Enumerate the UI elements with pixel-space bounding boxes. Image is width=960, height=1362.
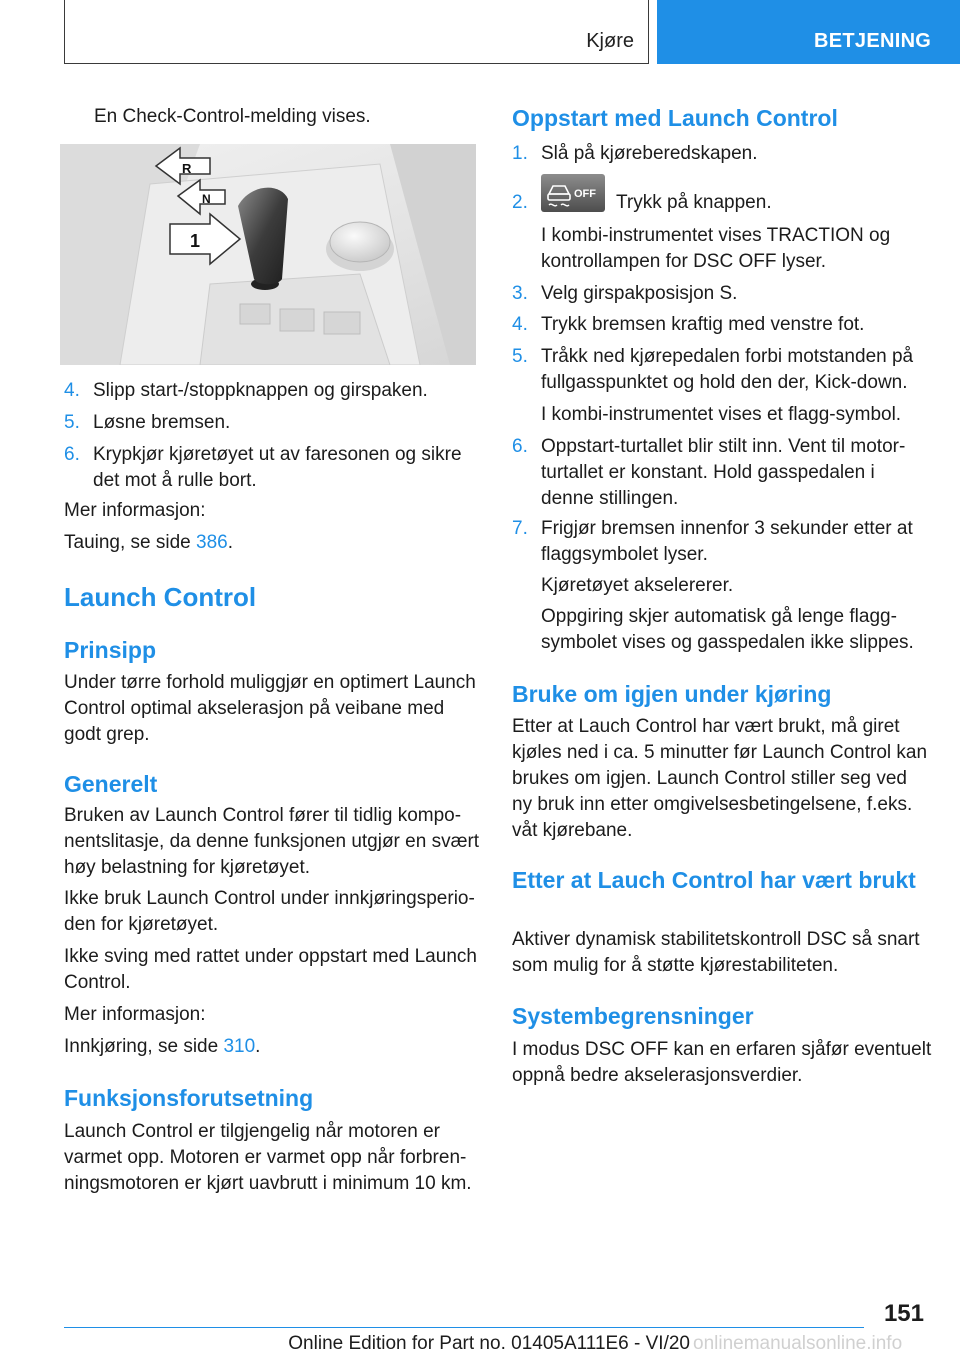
limits-text: I modus DSC OFF kan en erfaren sjåfør eventuelt oppnå bedre akselerasjonsverdier.: [512, 1039, 932, 1086]
breakin-page-link[interactable]: 310: [223, 1036, 256, 1057]
list-item: 2. OFF Trykk på knappen.: [512, 174, 932, 214]
breakin-reference: Innkjøring, se side 310.: [64, 1036, 261, 1057]
section-tab[interactable]: BETJENING: [657, 0, 960, 64]
gear-label-r: R: [182, 161, 192, 176]
after-use-heading: Etter at Lauch Control har vært brukt: [512, 867, 916, 893]
general-text-2: Ikke bruk Launch Control under innkjøringsperioden for kjøretøyet.: [64, 888, 475, 935]
towing-reference: Tauing, se side 386.: [64, 532, 234, 553]
gear-selector-photo: [60, 144, 476, 365]
reuse-heading: Bruke om igjen under kjøring: [512, 681, 832, 707]
after-use-text: Aktiver dynamisk stabilitetskontroll DSC så snart som mulig for å støtte kjørestabiliteten.: [512, 929, 920, 976]
header-chapter-box: [64, 0, 649, 64]
intro-text: En Check-Control-melding vises.: [94, 106, 371, 127]
limits-heading: Systembegrensninger: [512, 1003, 754, 1029]
more-info-label: Mer informasjon:: [64, 1004, 206, 1025]
general-heading: Generelt: [64, 771, 158, 797]
gear-label-1: 1: [190, 231, 201, 251]
startup-heading: Oppstart med Launch Control: [512, 105, 838, 131]
watermark-text: onlinemanualsonline.info: [693, 1333, 903, 1354]
principle-heading: Prinsipp: [64, 637, 157, 663]
requirement-heading: Funksjonsforutsetning: [64, 1085, 314, 1111]
more-info-label: Mer informasjon:: [64, 500, 206, 521]
edition-text: Online Edition for Part no. 01405A111E6 - VI/20: [288, 1333, 690, 1354]
page-number: 151: [883, 1300, 924, 1327]
principle-text: Under tørre forhold muliggjør en optimert Launch Control optimal akselerasjon på veibane med godt grep.: [64, 672, 476, 745]
dsc-off-button-icon: [541, 174, 605, 212]
footer-divider: [64, 1327, 864, 1328]
general-text-3: Ikke sving med rattet under oppstart med Launch Control.: [64, 946, 477, 993]
towing-page-link[interactable]: 386: [196, 532, 228, 553]
launch-control-heading: Launch Control: [64, 582, 257, 612]
svg-text:OFF: OFF: [574, 188, 596, 200]
reuse-text: Etter at Lauch Control har vært brukt, må giret kjøles ned i ca. 5 minutter før Launch Control kan brukes om igjen. Launch Control stiller seg ved ny bruk inn etter omgivelsesbetingelsene, f.eks. våt kjørebane.: [512, 716, 928, 841]
gear-label-n: N: [202, 192, 211, 206]
gear-selector-illustration: [60, 144, 476, 365]
requirement-text: Launch Control er tilgjengelig når motoren er varmet opp. Motoren er varmet opp når forbrenningsmotoren er kjørt uavbrutt i minimum 10 km.: [64, 1121, 472, 1194]
general-text-1: Bruken av Launch Control fører til tidlig komponentslitasje, da denne funksjonen utgjør en svært høy belastning for kjøretøyet.: [64, 805, 480, 878]
chapter-title: Kjøre: [586, 30, 634, 52]
